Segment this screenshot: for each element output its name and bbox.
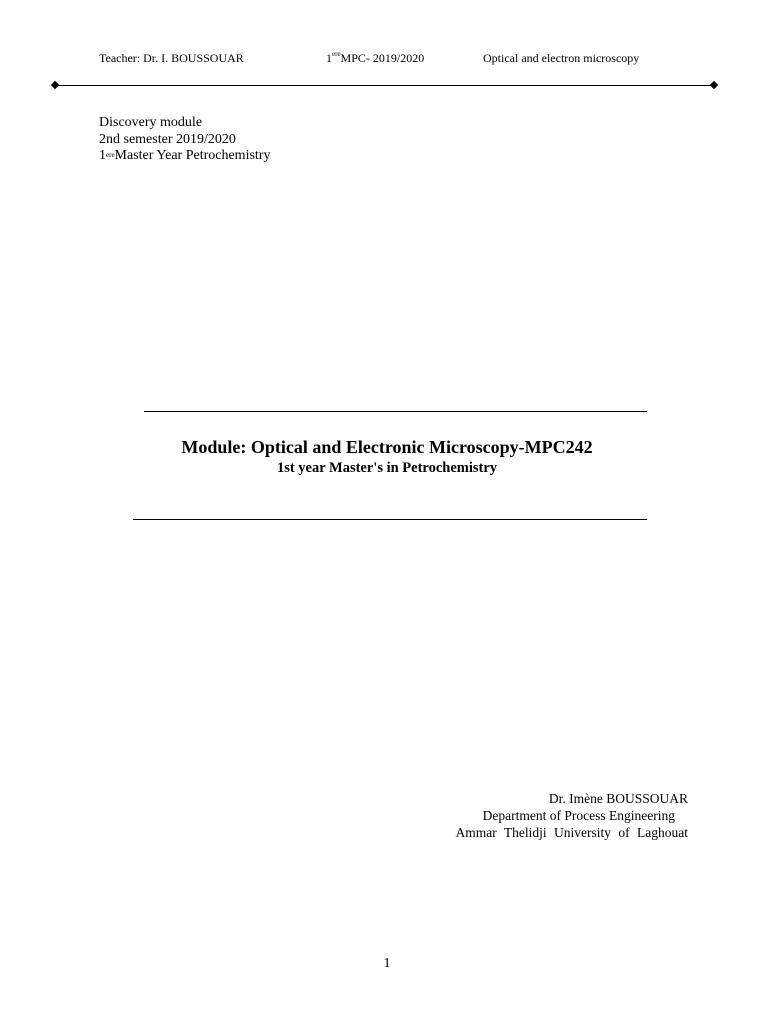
intro-line-module: Discovery module: [99, 115, 203, 130]
intro-year-prefix: 1: [99, 148, 106, 163]
header-teacher: Teacher: Dr. I. BOUSSOUAR: [99, 51, 244, 65]
header-class-prefix: 1: [326, 51, 332, 65]
divider-right-diamond-icon: [710, 81, 718, 89]
intro-year-sup: ere: [106, 151, 115, 159]
module-subtitle: 1st year Master's in Petrochemistry: [276, 460, 498, 476]
header-divider: [56, 85, 714, 86]
header-course: Optical and electron microscopy: [483, 51, 640, 65]
author-name: Dr. Imène BOUSSOUAR: [548, 791, 688, 806]
intro-line-semester: 2nd semester 2019/2020: [99, 131, 236, 147]
intro-block: [99, 115, 270, 165]
header-class-sup: ere: [332, 50, 341, 58]
header-class: [326, 51, 424, 66]
module-title: Module: Optical and Electronic Microscopy-MPC242: [181, 437, 593, 457]
page-number: 1: [383, 956, 391, 971]
intro-year-rest: Master Year Petrochemistry: [114, 148, 271, 163]
divider-left-diamond-icon: [51, 81, 59, 89]
author-block: [456, 790, 688, 841]
title-top-rule: [144, 411, 647, 412]
title-bottom-rule: [133, 519, 647, 520]
header-class-rest: MPC- 2019/2020: [340, 51, 425, 65]
author-department: Department of Process Engineering: [482, 808, 675, 823]
intro-line-year: [99, 148, 270, 165]
author-university: Ammar Thelidji University of Laghouat: [455, 825, 688, 840]
